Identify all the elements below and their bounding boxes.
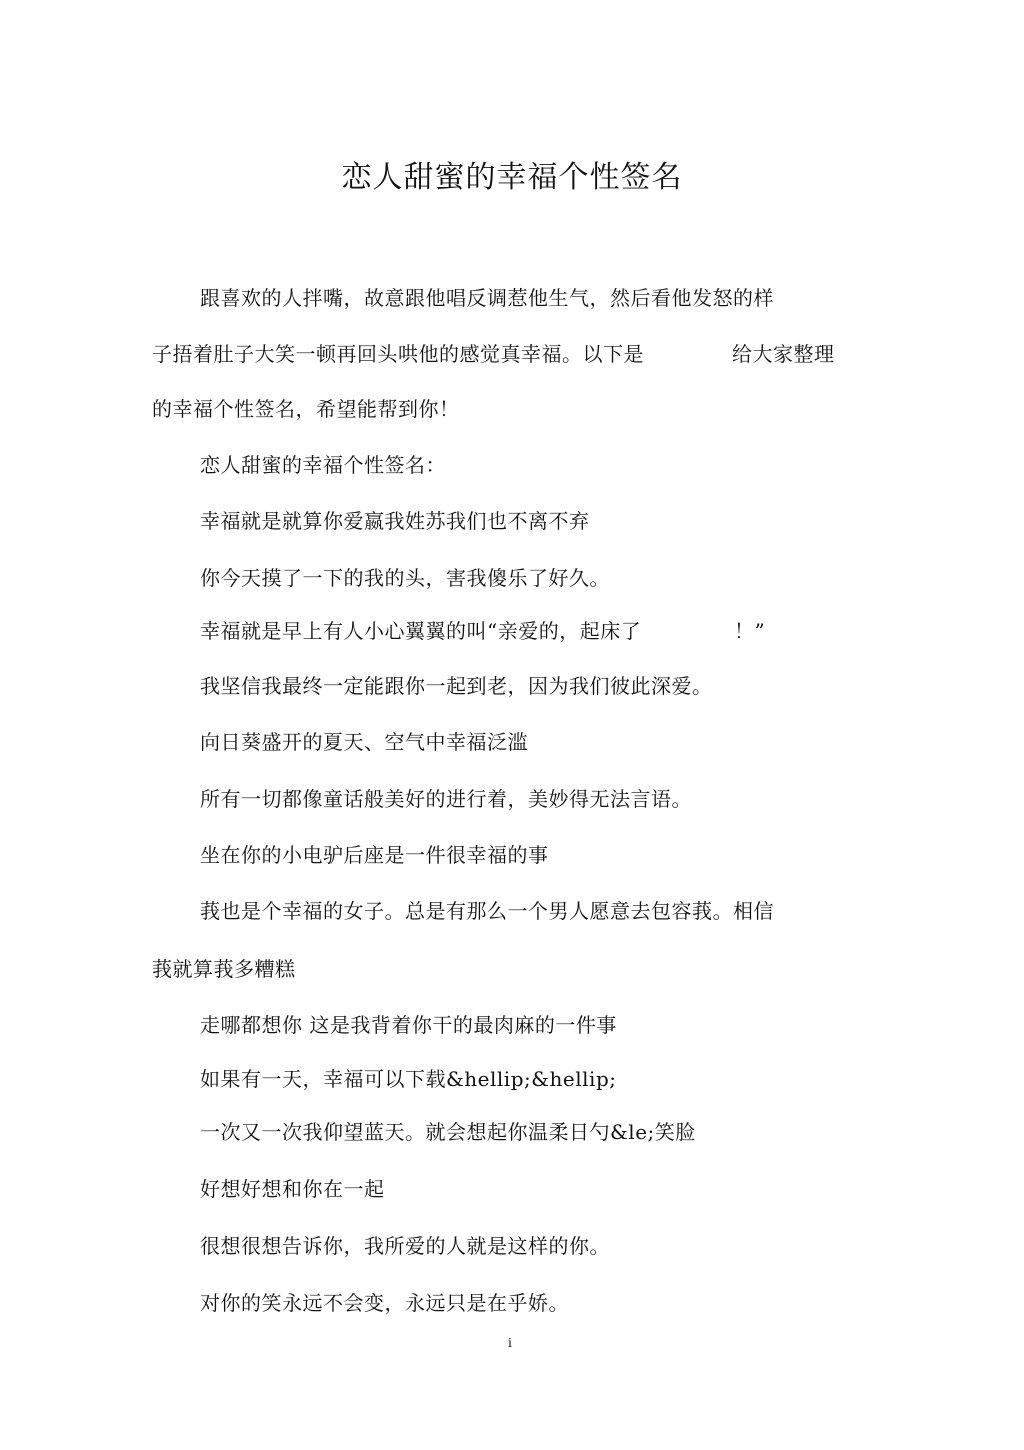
page-number: i bbox=[508, 1336, 512, 1350]
intro-line-2-left: 子捂着肚子大笑一顿再回头哄他的感觉真幸福。以下是 bbox=[152, 342, 644, 366]
list-item-8-line-2: 莪就算莪多糟糕 bbox=[152, 957, 296, 981]
list-item-6: 所有一切都像童话般美好的进行着，美妙得无法言语。 bbox=[200, 787, 692, 811]
list-item-8-line-1: 莪也是个幸福的女子。总是有那么一个男人愿意去包容莪。相信 bbox=[200, 899, 774, 923]
list-item-4: 我坚信我最终一定能跟你一起到老，因为我们彼此深爱。 bbox=[200, 674, 713, 698]
intro-line-2-right: 给大家整理 bbox=[732, 342, 835, 366]
list-item-14: 对你的笑永远不会变，永远只是在乎娇。 bbox=[200, 1291, 569, 1315]
list-item-3-right: ！” bbox=[734, 619, 766, 643]
list-item-7: 坐在你的小电驴后座是一件很幸福的事 bbox=[200, 843, 549, 867]
intro-line-1: 跟喜欢的人拌嘴，故意跟他唱反调惹他生气，然后看他发怒的样 bbox=[200, 286, 774, 310]
list-item-9: 走哪都想你 这是我背着你干的最肉麻的一件事 bbox=[200, 1013, 617, 1037]
list-item-5: 向日葵盛开的夏天、空气中幸福泛滥 bbox=[200, 730, 528, 754]
intro-line-3: 的幸福个性签名，希望能帮到你！ bbox=[152, 397, 460, 421]
list-item-2: 你今天摸了一下的我的头，害我傻乐了好久。 bbox=[200, 566, 610, 590]
list-item-1: 幸福就是就算你爱嬴我姓苏我们也不离不弃 bbox=[200, 509, 590, 533]
list-item-10: 如果有一天，幸福可以下载&hellip;&hellip; bbox=[200, 1067, 617, 1091]
list-item-11: 一次又一次我仰望蓝天。就会想起你温柔日勺&le;笑脸 bbox=[200, 1120, 696, 1144]
section-heading: 恋人甜蜜的幸福个性签名： bbox=[200, 453, 446, 477]
list-item-12: 好想好想和你在一起 bbox=[200, 1177, 385, 1201]
document-title: 恋人甜蜜的幸福个性签名 bbox=[341, 160, 683, 195]
list-item-3-left: 幸福就是早上有人小心翼翼的叫“亲爱的，起床了 bbox=[200, 619, 642, 643]
list-item-13: 很想很想告诉你，我所爱的人就是这样的你。 bbox=[200, 1234, 610, 1258]
